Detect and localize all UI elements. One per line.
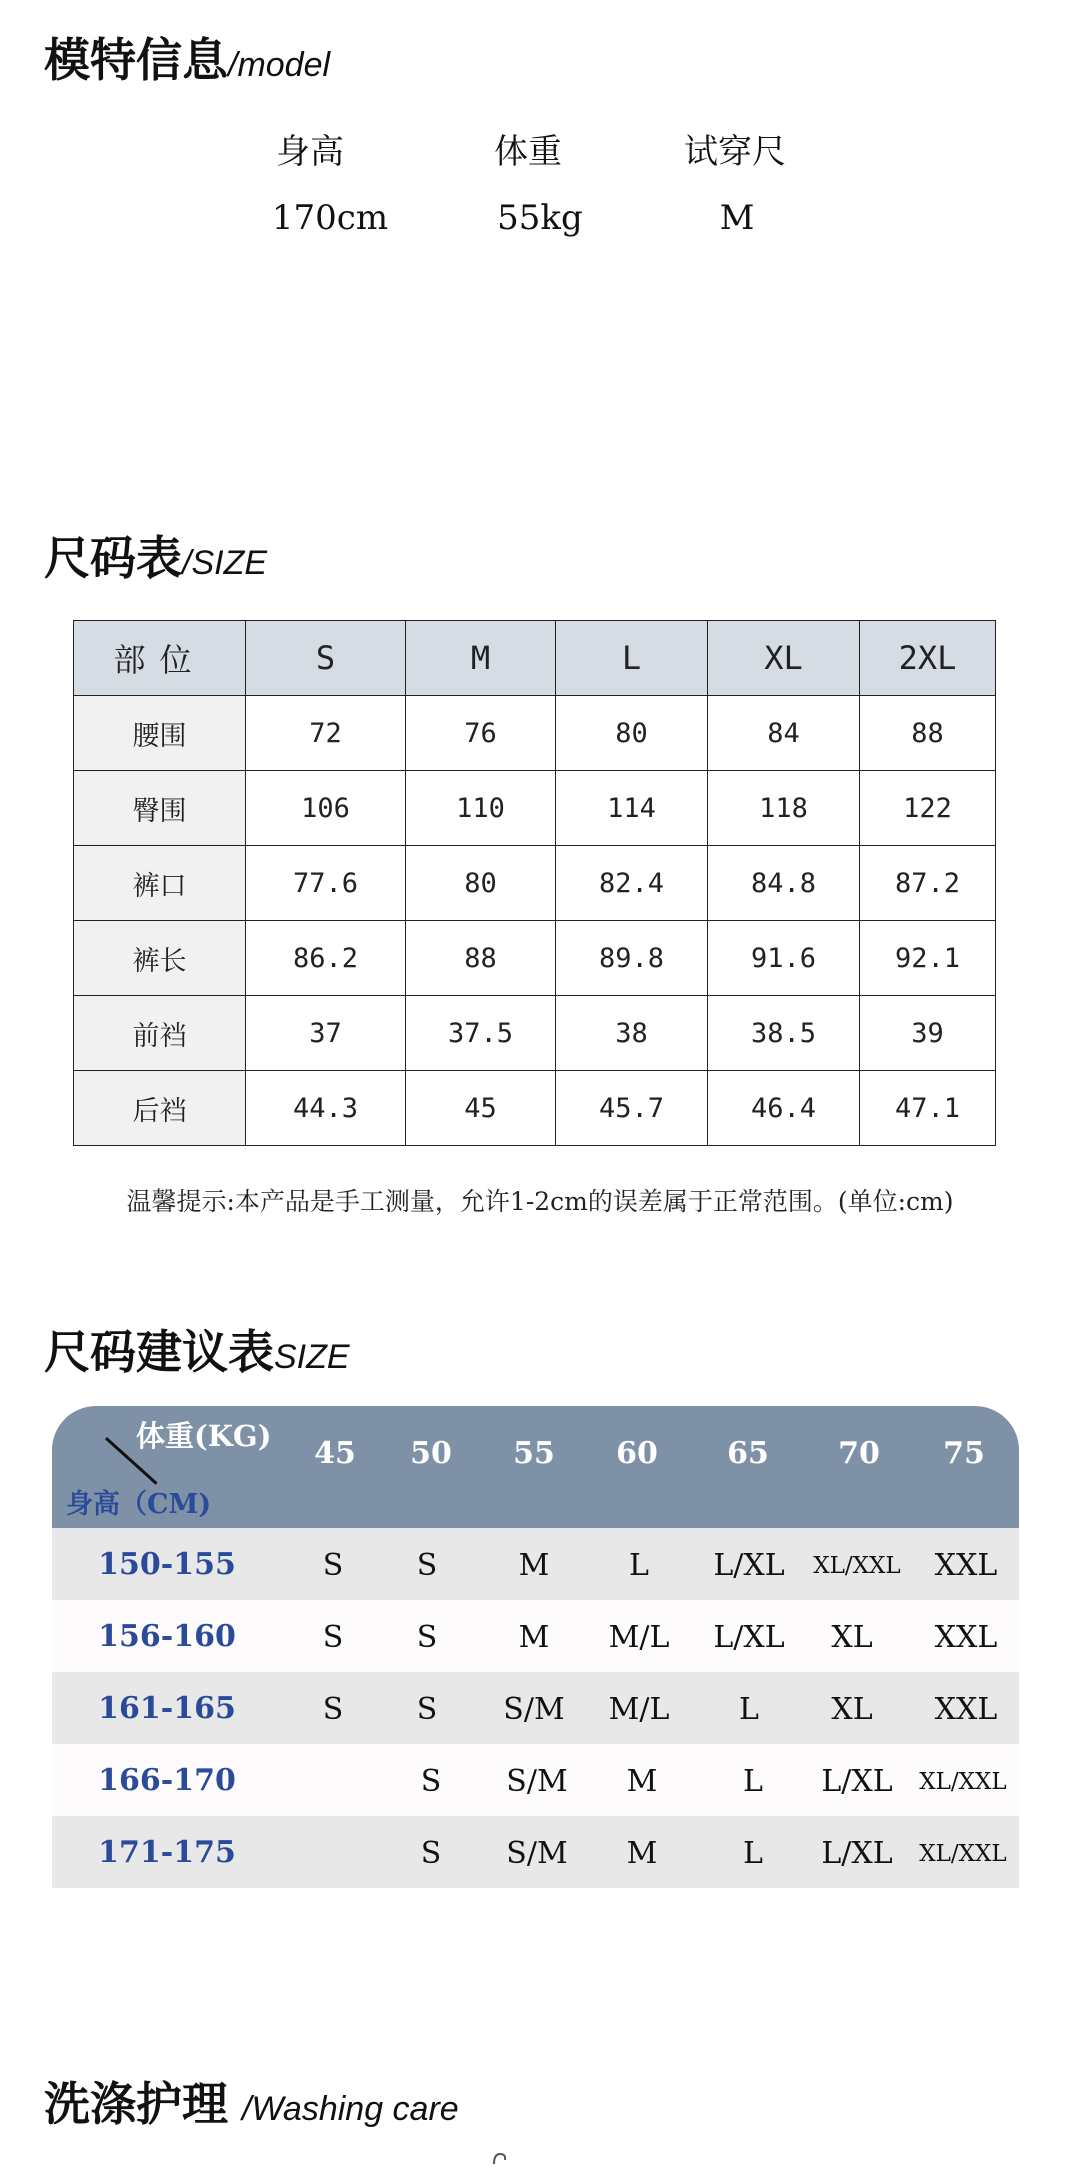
model-size-value: M <box>719 198 755 238</box>
table-cell: 84.8 <box>708 846 860 921</box>
table-cell: 88 <box>860 696 996 771</box>
height-axis-label: 身高（CM) <box>66 1489 212 1520</box>
size-header-cell: 2XL <box>860 621 996 696</box>
size-cell: S <box>420 1836 442 1871</box>
model-size-header: 试穿尺 <box>684 132 786 172</box>
size-cell: XL/XXL <box>813 1553 901 1579</box>
table-cell: 89.8 <box>556 921 708 996</box>
size-cell: S/M <box>506 1764 568 1799</box>
weight-column-header: 60 <box>616 1436 658 1471</box>
table-cell: 114 <box>556 771 708 846</box>
size-cell: L <box>739 1692 759 1727</box>
table-cell: 118 <box>708 771 860 846</box>
washing-title-en: /Washing care <box>242 2090 459 2128</box>
size-header-cell: XL <box>708 621 860 696</box>
size-cell: L <box>743 1836 763 1871</box>
part-label: 臀围 <box>74 771 246 846</box>
weight-column-header: 70 <box>838 1436 880 1471</box>
table-cell: 37 <box>246 996 406 1071</box>
table-row <box>74 771 996 846</box>
size-cell: XL <box>831 1620 873 1655</box>
size-cell: M/L <box>608 1692 670 1727</box>
washing-title: 洗涤护理 <box>44 2077 228 2131</box>
size-chart-title-en: /SIZE <box>182 544 268 582</box>
size-chart-corner: 部位 <box>74 621 246 696</box>
table-cell: 39 <box>860 996 996 1071</box>
size-cell: M <box>626 1764 658 1799</box>
size-chart-title: 尺码表 <box>44 531 182 585</box>
table-row <box>74 1071 996 1146</box>
table-cell: 45.7 <box>556 1071 708 1146</box>
part-label: 前裆 <box>74 996 246 1071</box>
size-cell: S <box>322 1548 344 1583</box>
table-row <box>74 921 996 996</box>
table-cell: 106 <box>246 771 406 846</box>
size-cell: XXL <box>934 1692 998 1727</box>
size-header-cell: S <box>246 621 406 696</box>
size-cell: M <box>518 1548 550 1583</box>
weight-column-header: 50 <box>410 1436 452 1471</box>
recommend-title-en: SIZE <box>274 1338 350 1376</box>
size-cell: L/XL <box>821 1764 893 1799</box>
part-label: 裤口 <box>74 846 246 921</box>
size-chart-header-row <box>74 621 996 696</box>
height-range: 166-170 <box>98 1763 236 1798</box>
size-cell: S <box>416 1692 438 1727</box>
table-row <box>74 996 996 1071</box>
model-height-value: 170cm <box>271 198 389 238</box>
size-cell: S <box>420 1764 442 1799</box>
table-cell: 38 <box>556 996 708 1071</box>
size-cell: L/XL <box>713 1548 785 1583</box>
weight-axis-label: 体重(KG) <box>136 1419 272 1453</box>
size-chart-table <box>73 620 996 1146</box>
table-cell: 47.1 <box>860 1071 996 1146</box>
size-cell: M/L <box>608 1620 670 1655</box>
table-cell: 87.2 <box>860 846 996 921</box>
table-row <box>52 1528 1019 1600</box>
size-cell: XXL <box>934 1548 998 1583</box>
weight-column-header: 55 <box>513 1436 555 1471</box>
table-cell: 46.4 <box>708 1071 860 1146</box>
table-cell: 84 <box>708 696 860 771</box>
model-section-title <box>44 24 330 90</box>
table-cell: 37.5 <box>406 996 556 1071</box>
table-row <box>52 1744 1019 1816</box>
table-cell: 77.6 <box>246 846 406 921</box>
size-cell: L/XL <box>713 1620 785 1655</box>
model-weight-header: 体重 <box>494 132 562 172</box>
table-row <box>74 846 996 921</box>
model-title-en: /model <box>228 46 331 84</box>
washing-section-title <box>44 2068 459 2134</box>
table-cell: 82.4 <box>556 846 708 921</box>
size-cell: L <box>629 1548 649 1583</box>
recommend-header-row <box>52 1406 1019 1528</box>
size-cell: M <box>518 1620 550 1655</box>
measurement-note: 温馨提示:本产品是手工测量，允许1-2cm的误差属于正常范围。(单位:cm) <box>126 1187 954 1216</box>
size-cell: S <box>416 1548 438 1583</box>
model-title: 模特信息 <box>44 33 228 87</box>
size-chart-section-title <box>44 522 267 588</box>
size-cell: S <box>322 1620 344 1655</box>
table-cell: 91.6 <box>708 921 860 996</box>
size-cell: XL/XXL <box>919 1841 1007 1867</box>
table-cell: 38.5 <box>708 996 860 1071</box>
table-cell: 76 <box>406 696 556 771</box>
table-cell: 80 <box>556 696 708 771</box>
size-header-cell: L <box>556 621 708 696</box>
table-row <box>74 696 996 771</box>
size-cell: M <box>626 1836 658 1871</box>
model-height-header: 身高 <box>276 132 344 172</box>
table-cell: 86.2 <box>246 921 406 996</box>
height-range: 156-160 <box>98 1619 236 1654</box>
size-cell: XL/XXL <box>919 1769 1007 1795</box>
weight-column-header: 45 <box>314 1436 356 1471</box>
size-recommend-table <box>52 1406 1019 1888</box>
size-cell: S <box>322 1692 344 1727</box>
part-label: 腰围 <box>74 696 246 771</box>
table-cell: 88 <box>406 921 556 996</box>
size-cell: L <box>743 1764 763 1799</box>
height-range: 171-175 <box>98 1835 236 1870</box>
part-label: 裤长 <box>74 921 246 996</box>
size-cell: XXL <box>934 1620 998 1655</box>
table-cell: 92.1 <box>860 921 996 996</box>
care-symbol-icon <box>488 2150 512 2169</box>
recommend-title: 尺码建议表 <box>44 1325 274 1379</box>
table-cell: 80 <box>406 846 556 921</box>
table-cell: 110 <box>406 771 556 846</box>
table-cell: 122 <box>860 771 996 846</box>
size-cell: L/XL <box>821 1836 893 1871</box>
table-row <box>52 1672 1019 1744</box>
size-header-cell: M <box>406 621 556 696</box>
table-cell: 45 <box>406 1071 556 1146</box>
table-cell: 72 <box>246 696 406 771</box>
size-cell: S/M <box>503 1692 565 1727</box>
size-cell: XL <box>831 1692 873 1727</box>
model-weight-value: 55kg <box>497 198 583 238</box>
table-row <box>52 1816 1019 1888</box>
table-row <box>52 1600 1019 1672</box>
part-label: 后裆 <box>74 1071 246 1146</box>
table-cell: 44.3 <box>246 1071 406 1146</box>
height-range: 161-165 <box>98 1691 236 1726</box>
recommend-section-title <box>44 1316 350 1382</box>
height-range: 150-155 <box>98 1547 236 1582</box>
weight-column-header: 65 <box>727 1436 769 1471</box>
size-cell: S <box>416 1620 438 1655</box>
size-cell: S/M <box>506 1836 568 1871</box>
weight-column-header: 75 <box>943 1436 985 1471</box>
